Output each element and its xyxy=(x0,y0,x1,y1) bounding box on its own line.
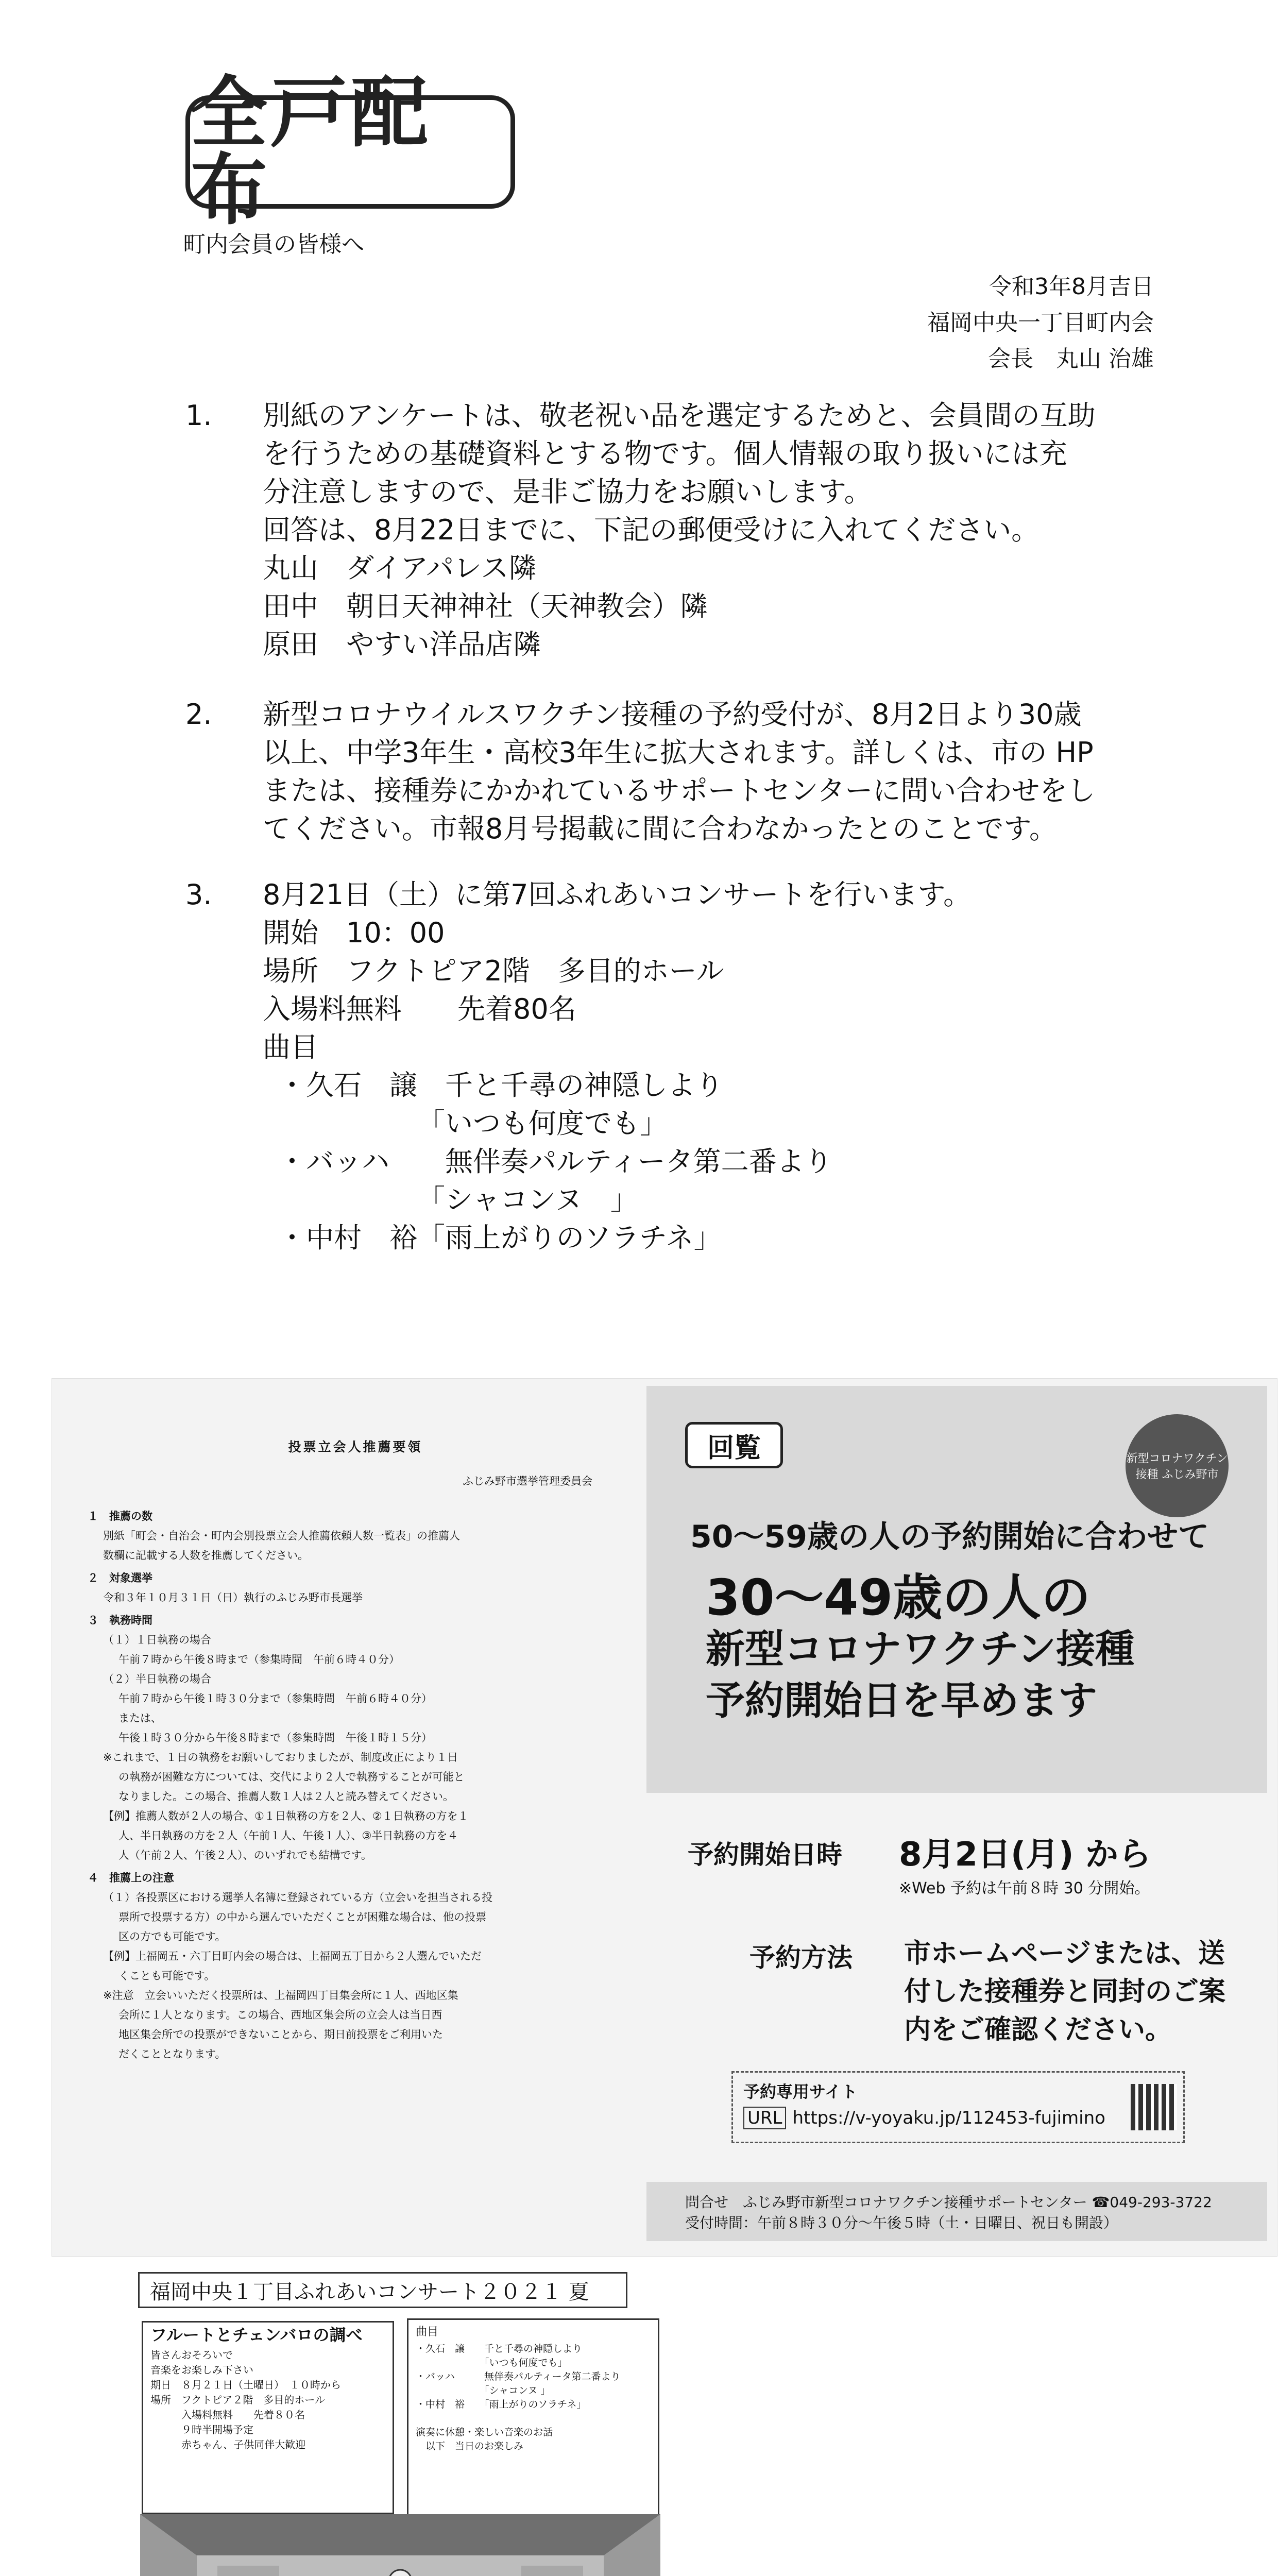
item-line: を行うための基礎資料とする物です。個人情報の取り扱いには充 xyxy=(263,437,1067,470)
guidelines-heading: ４ 推薦上の注意 xyxy=(88,1872,174,1884)
url-tag: URL xyxy=(743,2107,786,2129)
guidelines-line: ※注意 立会いいただく投票所は、上福岡四丁目集会所に１人、西地区集 xyxy=(103,1989,458,2002)
header-chair: 会長 丸山 治雄 xyxy=(988,346,1154,372)
kairan-label: 回覧 xyxy=(685,1422,783,1468)
concert-title: 福岡中央１丁目ふれあいコンサート２０２１ 夏 xyxy=(138,2272,627,2308)
guidelines-body xyxy=(88,1506,623,2064)
program-line: 「いつも何度でも」 xyxy=(416,2357,568,2368)
program-line: ・バッハ 無伴奏パルティータ第二番より xyxy=(416,2371,621,2382)
site-label: 予約専用サイト xyxy=(743,2082,858,2102)
vaccine-badge-icon: 新型コロナワクチン接種 ふじみ野市 xyxy=(1126,1414,1229,1517)
guidelines-line: 票所で投票する方）の中から選んでいただくことが困難な場合は、他の投票 xyxy=(118,1911,486,1923)
item-line: 入場料無料 先着80名 xyxy=(263,993,576,1025)
guidelines-heading: １ 推薦の数 xyxy=(88,1510,152,1522)
concert-line: 入場料無料 先着８０名 xyxy=(150,2409,305,2421)
guidelines-org: ふじみ野市選挙管理委員会 xyxy=(463,1475,592,1487)
item-line: 原田 やすい洋品店隣 xyxy=(263,628,541,660)
reservation-date-value: 8月2日(月) から xyxy=(899,1836,1151,1874)
contact-text xyxy=(685,2192,1252,2233)
item-line: 新型コロナウイルスワクチン接種の予約受付が、8月2日より30歳 xyxy=(263,698,1082,731)
item-line: 「シャコンヌ 」 xyxy=(417,1183,638,1216)
contact-line-2: 受付時間：午前８時３０分〜午後５時（土・日曜日、祝日も開設） xyxy=(685,2214,1118,2231)
item-line: 回答は、8月22日までに、下記の郵便受けに入れてください。 xyxy=(263,514,1040,546)
guidelines-line: 会所に１人となります。この場合、西地区集会所の立会人は当日西 xyxy=(118,2009,442,2021)
item-line: 田中 朝日天神神社（天神教会）隣 xyxy=(263,590,708,622)
program-line: ・久石 譲 千と千尋の神隠しより xyxy=(416,2343,583,2354)
flyer-headline-2: 30〜49歳の人の xyxy=(706,1569,1091,1626)
item-line: 「いつも何度でも」 xyxy=(417,1107,668,1140)
distribution-stamp xyxy=(185,69,515,235)
reservation-date-label: 予約開始日時 xyxy=(688,1840,842,1870)
item-line: ・久石 譲 千と千尋の神隠しより xyxy=(278,1069,723,1101)
web-reservation-note: ※Web 予約は午前８時 30 分開始。 xyxy=(899,1879,1150,1897)
program-line: 以下 当日のお楽しみ xyxy=(416,2441,524,2452)
guidelines-line: だくこととなります。 xyxy=(118,2048,226,2060)
reservation-method-value: 市ホームページまたは、送付した接種券と同封のご案内をご確認ください。 xyxy=(904,1938,1226,2045)
guidelines-line: 午前７時から午後８時まで（参集時間 午前６時４０分） xyxy=(118,1653,400,1666)
guidelines-line: 【例】上福岡五・六丁目町内会の場合は、上福岡五丁目から２人選んでいただ xyxy=(103,1950,482,1962)
notice-item-1 xyxy=(185,397,1195,664)
guidelines-line: の執務が困難な方については、交代により２人で執務することが可能と xyxy=(118,1771,465,1783)
guidelines-line: または、 xyxy=(118,1712,162,1724)
guidelines-heading: ３ 執務時間 xyxy=(88,1614,152,1626)
guidelines-line: 区の方でも可能です。 xyxy=(118,1930,226,1943)
program-line: 「シャコンヌ 」 xyxy=(416,2385,551,2396)
program-line: ・中村 裕 「雨上がりのソラチネ」 xyxy=(416,2399,587,2410)
guidelines-line: 地区集会所での投票ができないことから、期日前投票をご利用いた xyxy=(118,2028,443,2041)
concert-line: 赤ちゃん、子供同伴大歓迎 xyxy=(150,2438,306,2451)
guidelines-line: なりました。この場合、推薦人数１人は２人と読み替えてください。 xyxy=(118,1790,454,1803)
contact-line-1: 問合せ ふじみ野市新型コロナワクチン接種サポートセンター ☎049-293-3722 xyxy=(685,2194,1212,2211)
guidelines-line: （１）１日執務の場合 xyxy=(103,1634,211,1646)
item-line: ・バッハ 無伴奏パルティータ第二番より xyxy=(278,1145,832,1178)
item-number: 3. xyxy=(185,878,212,911)
guidelines-line: （２）半日執務の場合 xyxy=(103,1673,211,1685)
concert-headline: フルートとチェンバロの調べ xyxy=(150,2325,363,2345)
item-line: 開始 10：00 xyxy=(263,917,445,949)
guidelines-line: 午前７時から午後１時３０分まで（参集時間 午前６時４０分） xyxy=(118,1692,432,1705)
reservation-url[interactable]: https://v-yoyaku.jp/112453-fujimino xyxy=(792,2108,1105,2128)
notice-item-3 xyxy=(185,876,1195,1257)
program-headline: 曲目 xyxy=(416,2326,439,2338)
header-org: 福岡中央一丁目町内会 xyxy=(927,310,1154,336)
header-date: 令和3年8月吉日 xyxy=(989,274,1154,300)
flyer-headline-1: 50〜59歳の人の予約開始に合わせて xyxy=(690,1519,1209,1555)
program-box xyxy=(407,2318,659,2524)
item-line: または、接種券にかかれているサポートセンターに問い合わせをし xyxy=(263,774,1096,807)
item-line: 場所 フクトピア2階 多目的ホール xyxy=(263,955,724,987)
concert-info-box xyxy=(142,2321,394,2514)
flyer-headline-4: 予約開始日を早めます xyxy=(706,1677,1097,1723)
program-line xyxy=(416,2412,651,2426)
guidelines-heading: ２ 対象選挙 xyxy=(88,1572,152,1584)
guidelines-line: 令和３年１０月３１日（日）執行のふじみ野市長選挙 xyxy=(103,1591,363,1604)
guidelines-line: くことも可能です。 xyxy=(118,1970,215,1982)
concert-hall-image xyxy=(140,2514,660,2576)
guidelines-line: 【例】推薦人数が２人の場合、①１日執務の方を２人、②１日執務の方を１ xyxy=(103,1810,469,1822)
guidelines-line: 午後１時３０分から午後８時まで（参集時間 午後１時１５分） xyxy=(118,1732,432,1744)
guidelines-line: ※これまで、１日の執務をお願いしておりましたが、制度改正により１日 xyxy=(103,1751,458,1764)
guidelines-line: 人（午前２人、午後２人）、のいずれでも結構です。 xyxy=(118,1849,372,1861)
flyer-headline-3: 新型コロナワクチン接種 xyxy=(706,1626,1135,1672)
guidelines-line: 別紙「町会・自治会・町内会別投票立会人推薦依頼人数一覧表」の推薦人 xyxy=(103,1530,460,1542)
reservation-method-label: 予約方法 xyxy=(749,1943,853,1973)
guidelines-line: 数欄に記載する人数を推薦してください。 xyxy=(103,1549,309,1562)
guidelines-line: 人、半日執務の方を２人（午前１人、午後１人）、③半日執務の方を４ xyxy=(118,1829,458,1842)
item-line: 別紙のアンケートは、敬老祝い品を選定するためと、会員間の互助 xyxy=(263,399,1096,432)
item-line: 曲目 xyxy=(263,1031,318,1063)
item-line: 分注意しますので、是非ご協力をお願いします。 xyxy=(263,476,872,508)
program-line: 演奏に休憩・楽しい音楽のお話 xyxy=(416,2427,553,2438)
guidelines-line: （１）各投票区における選挙人名簿に登録されている方（立会いを担当される投 xyxy=(103,1891,492,1904)
concert-line: 期日 ８月２１日（土曜日） １０時から xyxy=(150,2379,341,2391)
item-line: 8月21日（土）に第7回ふれあいコンサートを行います。 xyxy=(263,878,972,911)
item-number: 1. xyxy=(185,399,212,432)
concert-line: ９時半開場予定 xyxy=(150,2424,253,2436)
poll-witness-guidelines xyxy=(88,1437,623,2064)
item-number: 2. xyxy=(185,698,212,731)
concert-photo xyxy=(140,2514,660,2576)
item-line: てください。市報8月号掲載に間に合わなかったとのことです。 xyxy=(263,812,1058,845)
guidelines-title: 投票立会人推薦要領 xyxy=(288,1439,423,1454)
addressee: 町内会員の皆様へ xyxy=(183,231,364,258)
item-line: ・中村 裕「雨上がりのソラチネ」 xyxy=(278,1222,722,1254)
reservation-site-box xyxy=(731,2071,1185,2143)
concert-line: 音楽をお楽しみ下さい xyxy=(150,2364,253,2376)
qr-code-icon[interactable] xyxy=(1131,2084,1177,2130)
concert-line: 皆さんおそろいで xyxy=(150,2349,233,2361)
stamp-text: 全戸配布 xyxy=(190,69,432,235)
concert-line: 場所 フクトピア２階 多目的ホール xyxy=(150,2394,325,2406)
item-line: 丸山 ダイアパレス隣 xyxy=(263,552,537,584)
item-line: 以上、中学3年生・高校3年生に拡大されます。詳しくは、市の HP xyxy=(263,736,1094,769)
notice-item-2 xyxy=(185,696,1195,848)
